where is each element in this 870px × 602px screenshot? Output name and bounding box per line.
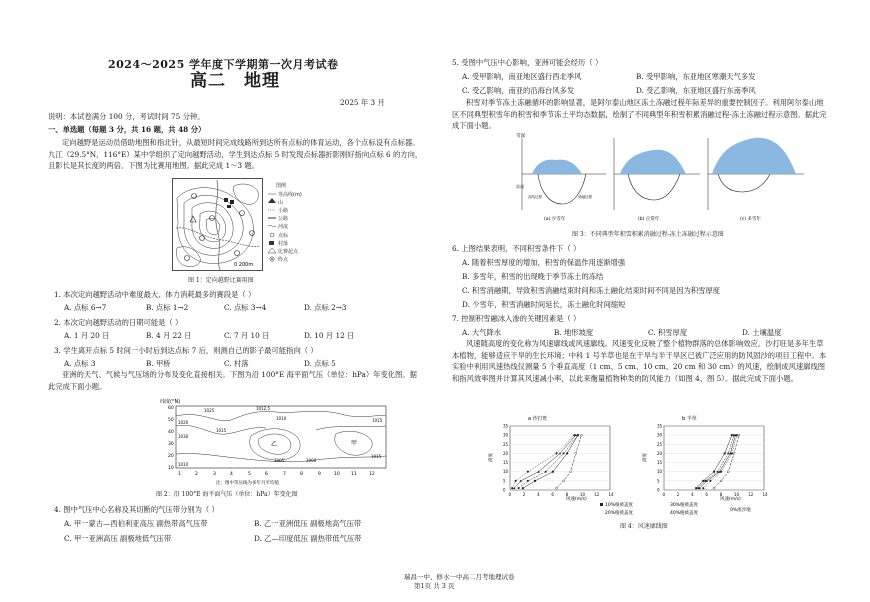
isobar-1030: 1030 bbox=[178, 434, 189, 439]
map-scale: 0 200m bbox=[234, 262, 254, 268]
wind-point bbox=[702, 480, 704, 482]
wind-point bbox=[563, 452, 565, 454]
x-tick-label: 8 bbox=[565, 492, 569, 497]
snow-caption: 图 3：不同典型年积雪积累消融过程-冻土冻融过程示意图 bbox=[572, 231, 724, 238]
q2-option-b[interactable]: B. 4 月 22 日 bbox=[146, 331, 192, 340]
q2-option-d[interactable]: D. 10 月 12 日 bbox=[304, 331, 355, 340]
legend-start: 比赛起点 bbox=[278, 249, 299, 255]
q3-option-b[interactable]: B. 甲桥 bbox=[146, 359, 171, 368]
panel-a-frost-curve bbox=[538, 174, 586, 204]
wind-point bbox=[522, 487, 524, 489]
q1-option-d[interactable]: D. 点标 2→3 bbox=[304, 303, 347, 312]
section-heading: 一、单选题（每题 3 分，共 16 题，共 48 分） bbox=[48, 125, 206, 134]
pressure-caption: 图 2：沿 100°E 海平面气压（单位：hPa）年变化图 bbox=[156, 491, 298, 498]
map-caption: 图 1：定向越野比赛用图 bbox=[188, 277, 254, 284]
y-tick-label: 5 bbox=[657, 478, 660, 484]
wind-point bbox=[717, 471, 719, 473]
wind-point bbox=[570, 471, 572, 473]
y-tick-label: 30 bbox=[503, 432, 509, 438]
wind-ylabel-a: 高度 bbox=[489, 453, 494, 462]
panel-c-frost-curve bbox=[718, 174, 770, 192]
x-tick-label: 4 bbox=[537, 492, 540, 497]
wind-point bbox=[511, 487, 514, 490]
legend-path: 小路 bbox=[278, 208, 289, 214]
q7-option-b[interactable]: B. 地形坡度 bbox=[554, 328, 594, 337]
wind-panel-b-title: b 羊草 bbox=[682, 416, 697, 422]
y-tick-label: 30 bbox=[657, 432, 663, 438]
q5-option-c[interactable]: C. 受乙影响，南亚的沿海台风多发 bbox=[462, 86, 575, 95]
wind-point bbox=[727, 452, 729, 454]
legend-road: 公路 bbox=[278, 216, 289, 222]
wind-point bbox=[713, 471, 715, 473]
q6-option-b[interactable]: B. 多雪年，积雪的出现晚于季节冻土的冻结 bbox=[462, 272, 604, 281]
wind-series-line bbox=[512, 435, 574, 488]
x-tick-label: 0 bbox=[508, 492, 512, 497]
wind-point bbox=[575, 452, 577, 454]
wind-point bbox=[695, 487, 697, 489]
q7-option-d[interactable]: D. 土壤温度 bbox=[742, 328, 782, 337]
panel-a-frozen-label: 冻深 bbox=[516, 184, 524, 189]
y-tick-label: 25 bbox=[503, 441, 509, 447]
wind-caption: 图 4：风速廓线图 bbox=[620, 523, 668, 530]
panel-b-caption: (b) 正常年 bbox=[638, 217, 660, 222]
q2-option-a[interactable]: A. 1 月 20 日 bbox=[64, 331, 110, 340]
q6-option-a[interactable]: A. 随着积雪厚度的增加，积雪的保温作用逐渐增强 bbox=[462, 258, 626, 267]
isobar-1020: 1020 bbox=[178, 420, 189, 425]
y-tick-label: 35 bbox=[657, 423, 663, 429]
isobar-1005: 1005 bbox=[274, 458, 285, 463]
pressure-note: 注：图中等压线为多年月平均值 bbox=[216, 481, 279, 486]
pressure-y-ticks bbox=[168, 405, 174, 471]
x-tick-label: 2 bbox=[676, 492, 680, 497]
q1-option-c[interactable]: C. 点标 3→4 bbox=[224, 303, 267, 312]
x-tick-1: 1 bbox=[178, 472, 181, 477]
wind-point bbox=[552, 471, 554, 473]
legend-finish: 终点 bbox=[278, 257, 289, 263]
q1-option-a[interactable]: A. 点标 6→7 bbox=[64, 303, 107, 312]
passage-4: 风速随高度的变化称为风速廓线或风速廓线。风速变化反映了整个植物群落的总体影响效应。沙打旺是多年生草本植物，能够适应干旱的生长环境；中科 1 号羊草也是在干旱与半干旱区已被广泛应用的防风固沙的项目工程中。本实验中利用风速热线仪测量 5 个垂直高度（1 cm、5 cm、10 cm、20 cm 和 30 cm）的风速，绘制成风速廓线图和指风效率图并计算其风速减小率，以此来衡量植物种类的防风能力（如图 4、图 5）。据此完成下面小题。 bbox=[452, 339, 827, 383]
wind-point bbox=[580, 434, 582, 436]
wind-point bbox=[555, 487, 557, 489]
x-tick-label: 10 bbox=[733, 492, 740, 497]
x-tick-7: 7 bbox=[283, 472, 286, 477]
wind-point bbox=[727, 471, 729, 473]
panel-a-snow-label: 雪深 bbox=[516, 134, 525, 139]
grade-label: 高二 bbox=[190, 71, 226, 91]
x-tick-label: 4 bbox=[691, 492, 694, 497]
legend-40: 40%植被盖度 bbox=[670, 511, 699, 516]
wind-point bbox=[527, 480, 529, 482]
wind-ylabel-b: 高度 bbox=[643, 453, 648, 462]
question-5: 5. 受图中气压中心影响，亚洲可能会经历（ ） bbox=[452, 58, 603, 67]
label-jia: 甲 bbox=[351, 440, 358, 447]
q3-option-c[interactable]: C. 村落 bbox=[224, 359, 249, 368]
passage-2: 亚洲的天气、气候与气压场的分布及变化直接相关。下图为沿 100°E 海平面气压（单位：hPa）年变化图。据此完成下面小题。 bbox=[48, 370, 417, 391]
y-tick-label: 25 bbox=[657, 441, 663, 447]
y-tick-40: 40 bbox=[168, 430, 174, 435]
question-4: 4. 图中气压中心名称及其切断的气压带分别为（ ） bbox=[54, 505, 219, 514]
x-tick-12: 12 bbox=[369, 472, 375, 477]
q5-option-a[interactable]: A. 受甲影响，南亚地区盛行西北季风 bbox=[462, 72, 582, 81]
wind-series-line bbox=[696, 435, 732, 488]
y-tick-20: 20 bbox=[168, 454, 174, 459]
q7-option-a[interactable]: A. 大气降水 bbox=[462, 328, 502, 337]
isobar-1015-right: 1015 bbox=[372, 418, 383, 423]
question-3: 3. 学生离开点标 5 时间一小时后到达点标 7 后，则测自己的影子最可能指向（ ） bbox=[54, 346, 318, 355]
panel-c-caption: (c) 多雪年 bbox=[740, 217, 761, 222]
pressure-chart bbox=[156, 396, 406, 488]
legend-river: 河流 bbox=[278, 224, 289, 230]
wind-point bbox=[731, 434, 733, 436]
instructions: 说明：本试卷满分 100 分，考试时间 75 分钟。 bbox=[48, 112, 205, 121]
panel-a-snow-area bbox=[532, 160, 582, 174]
x-tick-label: 14 bbox=[608, 492, 614, 497]
x-tick-label: 10 bbox=[579, 492, 586, 497]
isobar-1025: 1025 bbox=[204, 408, 215, 413]
wind-series-line bbox=[514, 435, 575, 488]
y-tick-60: 60 bbox=[168, 406, 174, 411]
panel-c-snow-area bbox=[712, 138, 796, 174]
x-tick-8: 8 bbox=[300, 472, 303, 477]
x-tick-3: 3 bbox=[213, 472, 216, 477]
x-tick-4: 4 bbox=[230, 472, 233, 477]
pressure-ylabel: 纬度(°N) bbox=[160, 399, 181, 405]
footer-page: 第1页 共 3 页 bbox=[414, 582, 455, 590]
y-tick-label: 15 bbox=[657, 460, 663, 466]
y-tick-label: 10 bbox=[657, 469, 663, 475]
y-tick-label: 0 bbox=[657, 487, 660, 493]
x-tick-10: 10 bbox=[334, 472, 340, 477]
wind-point bbox=[724, 452, 726, 454]
wind-point bbox=[566, 452, 568, 454]
q4-option-c[interactable]: C. 甲一亚洲高压 副极地低气压带 bbox=[64, 534, 172, 543]
x-tick-label: 2 bbox=[522, 492, 526, 497]
map-legend bbox=[268, 182, 302, 263]
y-tick-label: 10 bbox=[503, 469, 509, 475]
wind-legend bbox=[600, 501, 751, 516]
q7-option-c[interactable]: C. 积雪厚度 bbox=[648, 328, 688, 337]
y-tick-label: 0 bbox=[503, 487, 506, 493]
x-tick-label: 8 bbox=[719, 492, 723, 497]
panel-a-caption: (a) 少雪年 bbox=[544, 217, 566, 222]
q4-option-a[interactable]: A. 甲一蒙古—西伯利亚高压 副热带高气压带 bbox=[64, 519, 208, 528]
snow-panel-b bbox=[614, 138, 700, 222]
isobar-1010-left: 1010 bbox=[178, 462, 189, 467]
snow-panel-c bbox=[708, 138, 804, 222]
x-tick-label: 6 bbox=[551, 492, 554, 497]
y-tick-label: 35 bbox=[503, 423, 509, 429]
panel-b-snow-area bbox=[620, 150, 686, 174]
wind-profile-chart bbox=[489, 412, 812, 520]
passage-1: 定向越野是运动员借助地图和指北针，从最短时间完成线路所到达所有点标的体育运动，各个点标设有点标器。九江（29.5°N，116°E）某中学组织了定向越野活动，学生到达点标 5 时发现点标器折影刚好指向点标 6 的方向，且影长是其长度的两倍。下图为比赛用地图。据此完成 1～3 题。 bbox=[48, 138, 423, 170]
pressure-x-ticks bbox=[178, 471, 375, 477]
x-tick-9: 9 bbox=[318, 472, 321, 477]
wind-xlabel-b: 风速(m/s) bbox=[720, 497, 741, 502]
wind-point bbox=[514, 480, 517, 483]
y-tick-label: 5 bbox=[503, 478, 506, 484]
isobar-1015: 1015 bbox=[216, 428, 227, 433]
y-tick-label: 20 bbox=[503, 450, 509, 456]
q4-option-d[interactable]: D. 乙—印度低压 副热带低气压带 bbox=[254, 534, 362, 543]
x-tick-5: 5 bbox=[248, 472, 251, 477]
isobar-1000: 1000 bbox=[306, 458, 317, 463]
exam-date: 2025 年 3 月 bbox=[340, 98, 385, 107]
legend-village: 村落 bbox=[278, 241, 289, 247]
q5-option-d[interactable]: D. 受乙影响，东亚地区盛行东南季风 bbox=[636, 86, 756, 95]
isobar-labels bbox=[178, 406, 383, 467]
orienteering-map bbox=[172, 178, 312, 272]
x-tick-label: 12 bbox=[594, 492, 600, 497]
q5-option-b[interactable]: B. 受甲影响，东亚地区寒潮天气多发 bbox=[636, 72, 756, 81]
legend-20: 20%植被盖度 bbox=[605, 511, 634, 516]
wind-point bbox=[577, 434, 579, 436]
y-tick-50: 50 bbox=[168, 418, 174, 423]
legend-control: 点标 bbox=[278, 233, 289, 239]
legend-title: 图例 bbox=[276, 183, 287, 189]
wind-point bbox=[738, 434, 740, 436]
isobar-1015-lower: 1015 bbox=[371, 454, 382, 459]
x-tick-label: 14 bbox=[762, 492, 768, 497]
wind-point bbox=[545, 471, 547, 473]
isobar-1010: 1010 bbox=[276, 416, 287, 421]
panel-a-thaw-label: 消融过程 bbox=[578, 195, 592, 199]
q3-option-d[interactable]: D. 点标 5 bbox=[304, 359, 336, 368]
wind-point bbox=[720, 480, 722, 482]
q1-option-b[interactable]: B. 点标 1→2 bbox=[146, 303, 189, 312]
x-tick-11: 11 bbox=[351, 472, 357, 477]
footer-school: 瑞昌一中、修水一中高二月考地理试卷 bbox=[404, 573, 515, 581]
legend-10: 10%植被盖度 bbox=[605, 503, 634, 508]
legend-contour: 等高线(m) bbox=[278, 192, 302, 198]
wind-panel-a-title: a 沙打旺 bbox=[528, 416, 548, 422]
q3-option-a[interactable]: A. 点标 3 bbox=[64, 359, 96, 368]
wind-point bbox=[702, 487, 705, 490]
question-1: 1. 本次定向越野活动中难度最大、体力消耗最多的赛段是（ ） bbox=[54, 290, 256, 299]
q6-option-c[interactable]: C. 积雪消融期，导致积雪消融结束时间和冻土融化结束时间不同是因为积雪厚度 bbox=[462, 286, 721, 295]
wind-point bbox=[518, 487, 520, 489]
wind-plot-frame bbox=[510, 426, 610, 490]
wind-series-line bbox=[714, 435, 739, 488]
wind-point bbox=[713, 487, 715, 489]
snow-panel-a bbox=[516, 132, 606, 222]
y-tick-label: 15 bbox=[503, 460, 509, 466]
x-tick-label: 12 bbox=[748, 492, 754, 497]
x-tick-label: 6 bbox=[705, 492, 708, 497]
x-tick-2: 2 bbox=[195, 472, 198, 477]
wind-point bbox=[563, 480, 565, 482]
exam-title: 2024～2025 学年度下学期第一次月考试卷 bbox=[108, 58, 339, 71]
snow-frozen-chart bbox=[514, 128, 814, 228]
x-tick-label: 0 bbox=[662, 492, 666, 497]
y-tick-10: 10 bbox=[168, 466, 174, 471]
passage-3: 积雪对季节冻土冻融循环的影响显著，是阿尔泰山地区冻土冻融过程年际差异的重要控制因子。利用阿尔泰山地区不同典型积雪年的积雪和季节冻土平均态数据，绘制了不同典型年积雪积累消融过程-冻土冻融过程示意图。据此完成下面小题。 bbox=[452, 98, 827, 130]
legend-30: 30%植被盖度 bbox=[670, 503, 699, 508]
panel-b-frost-curve bbox=[628, 174, 680, 200]
wind-point bbox=[733, 452, 735, 454]
x-tick-6: 6 bbox=[265, 472, 268, 477]
y-tick-label: 20 bbox=[657, 450, 663, 456]
isobar-1012: 1012.5 bbox=[256, 406, 270, 411]
question-2: 2. 本次定向越野活动的日期可能是（ ） bbox=[54, 318, 183, 327]
panel-a-freeze-label: 冻结过程 bbox=[528, 195, 542, 199]
question-6: 6. 上图结果表明，不同积雪条件下（ ） bbox=[452, 244, 581, 253]
y-tick-30: 30 bbox=[168, 442, 174, 447]
wind-xlabel-a: 风速(m/s) bbox=[566, 497, 587, 502]
legend-mountain: 山 bbox=[278, 200, 284, 206]
wind-plot-frame bbox=[664, 426, 764, 490]
subject-label: 地理 bbox=[244, 71, 280, 91]
label-yi: 乙 bbox=[271, 441, 278, 448]
q4-option-b[interactable]: B. 乙一亚洲低压 副极地高气压带 bbox=[254, 519, 362, 528]
q2-option-c[interactable]: C. 7 月 10 日 bbox=[224, 331, 270, 340]
legend-0: 0%流沙地 bbox=[730, 508, 751, 513]
wind-point bbox=[534, 480, 536, 482]
question-7: 7. 控制积雪融冰入渗的关键因素是（ ） bbox=[452, 314, 581, 323]
q6-option-d[interactable]: D. 少雪年，积雪消融时间延长，冻土融化时间缩短 bbox=[462, 300, 626, 309]
